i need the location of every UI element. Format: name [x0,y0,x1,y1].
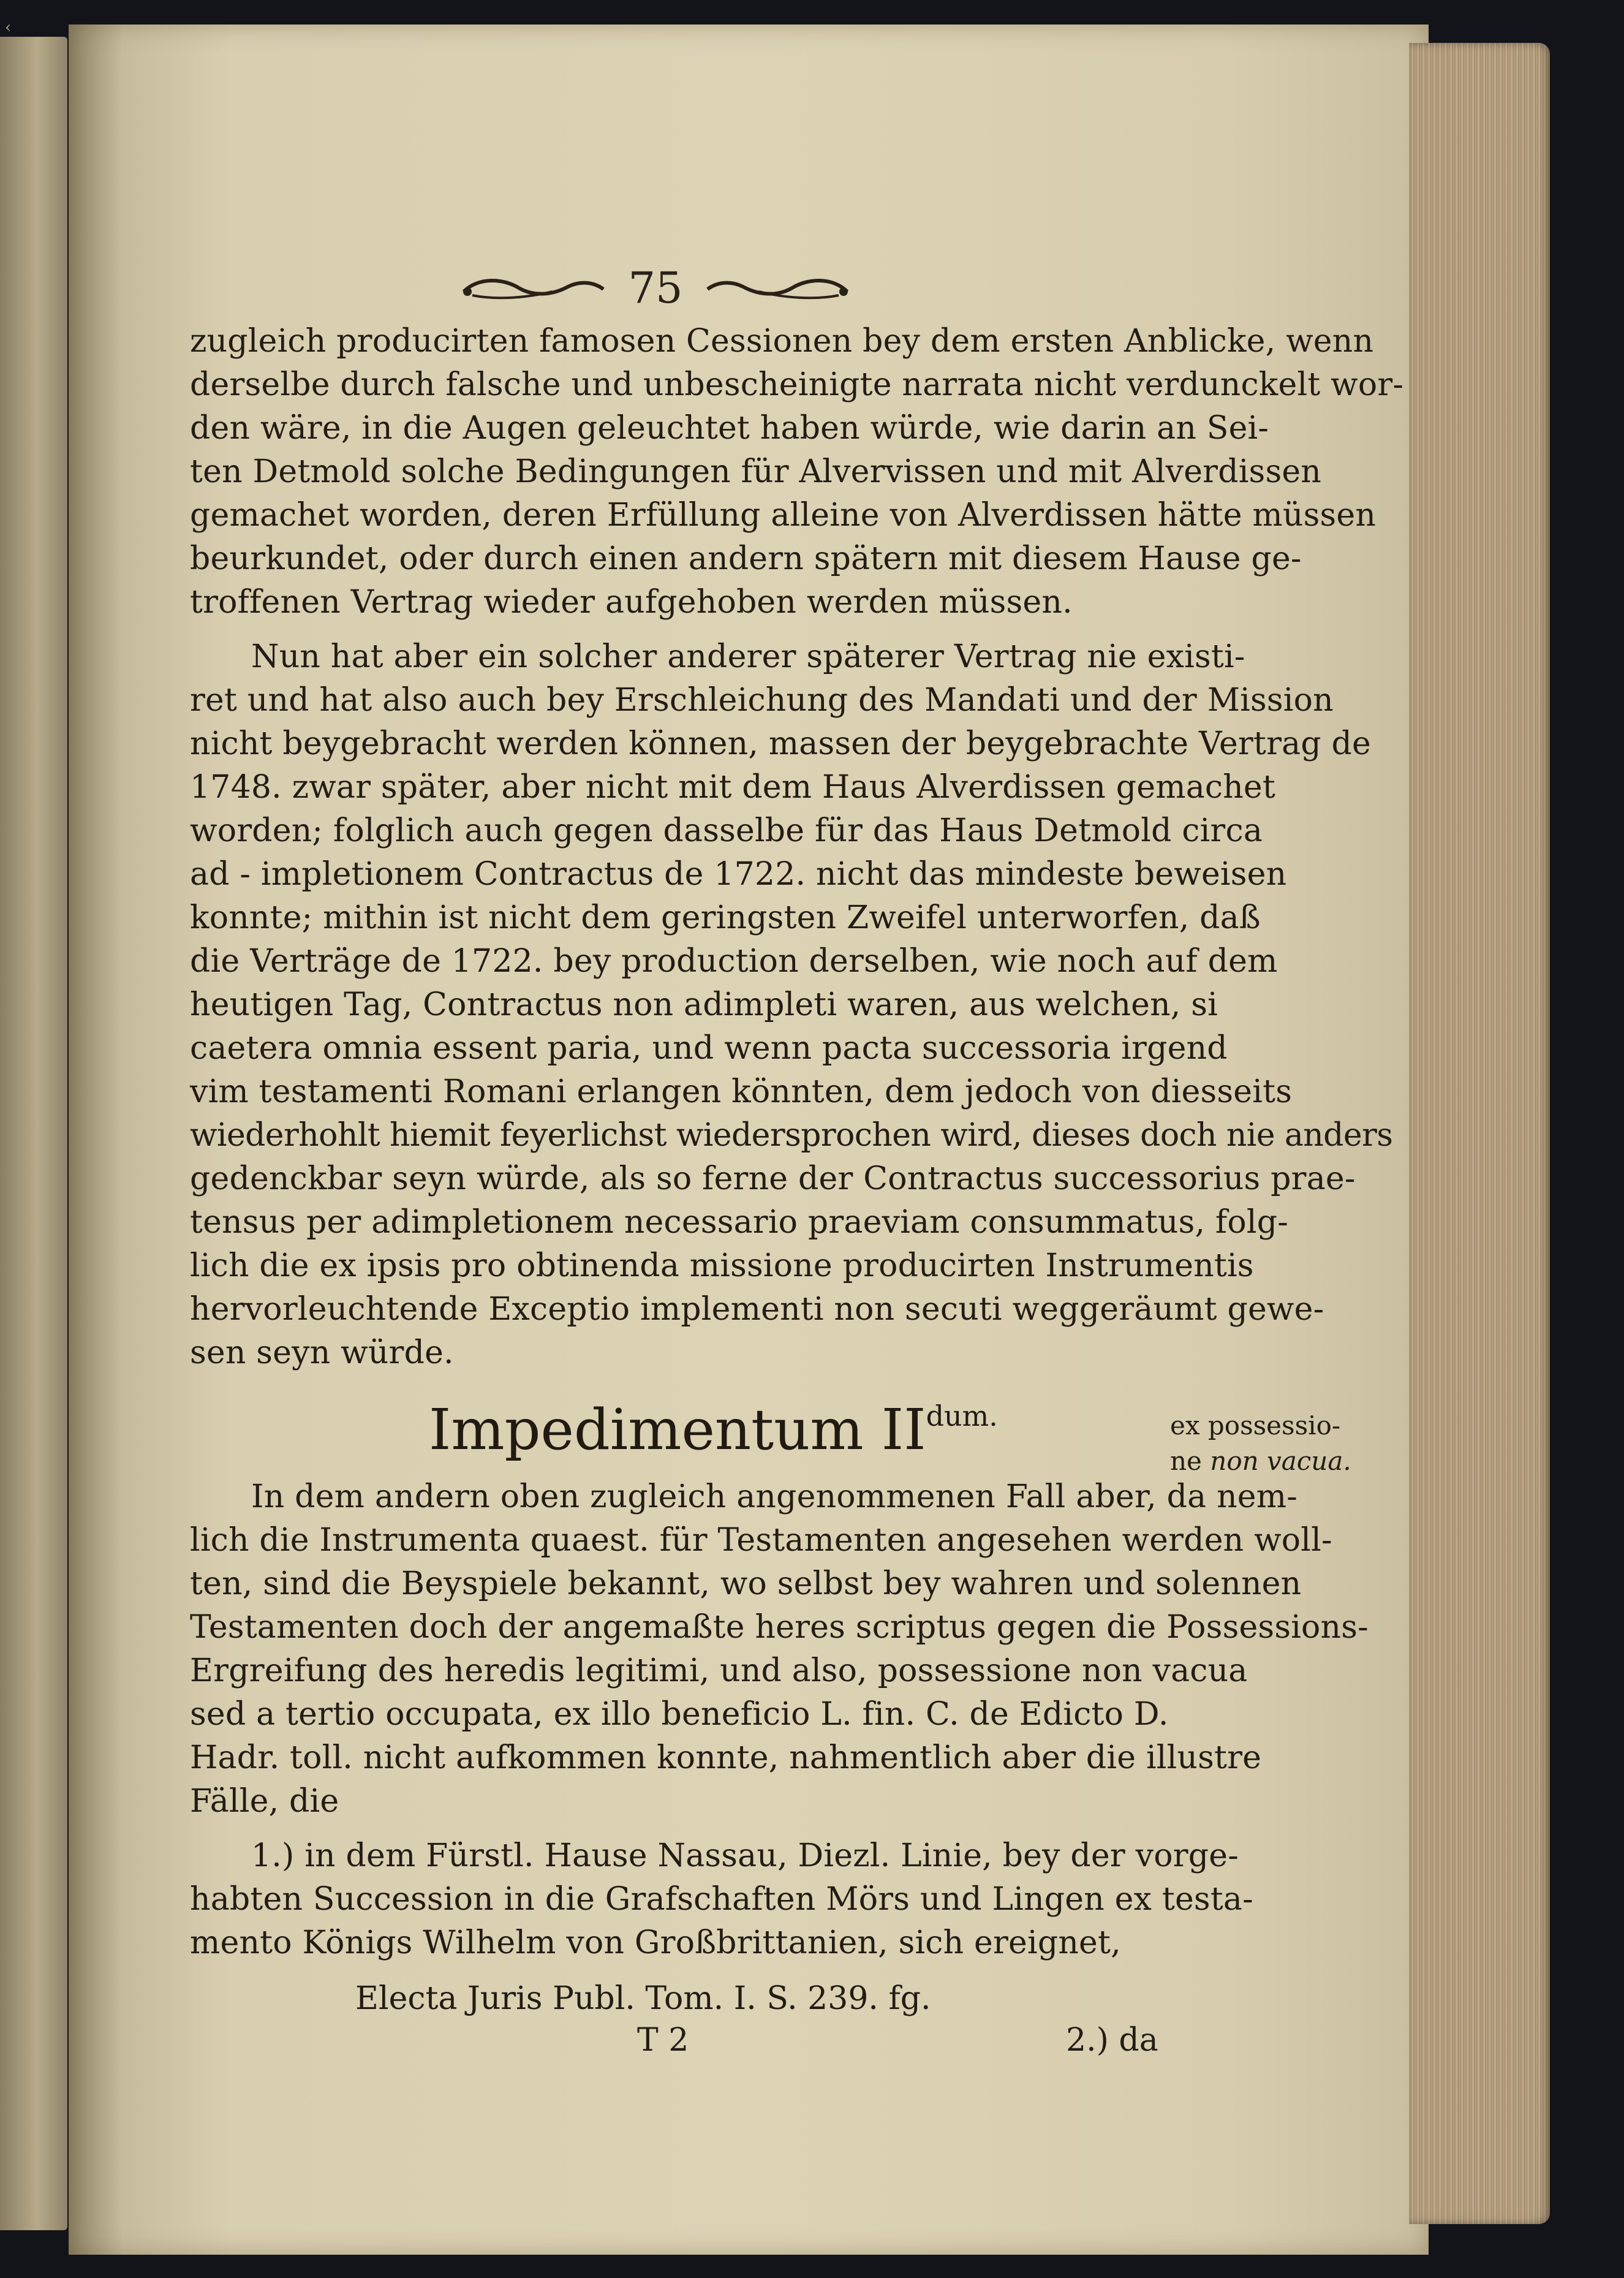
text-line: nicht beygebracht werden können, massen der beygebrachte Vertrag de [190,725,1372,762]
text-line: Hadr. toll. nicht aufkommen konnte, nahmentlich aber die illustre [190,1739,1262,1776]
text-line: vim testamenti Romani erlangen könnten, dem jedoch von diesseits [190,1073,1293,1110]
page-number: 75 [628,263,683,313]
right-ornament-icon [704,273,851,303]
text-line: gedenckbar seyn würde, als so ferne der Contractus successorius prae- [190,1160,1356,1197]
body-text-top [190,320,1404,1375]
text-line: In dem andern oben zugleich angenommenen Fall aber, da nem- [251,1478,1298,1515]
text-line: 1748. zwar später, aber nicht mit dem Haus Alverdissen gemachet [190,769,1275,806]
text-line: beurkundet, oder durch einen andern spätern mit diesem Hause ge- [190,540,1302,577]
catchword: 2.) da [1066,2022,1158,2059]
margin-note-line: ex possessio- [1170,1410,1341,1440]
left-ornament-icon [460,273,607,303]
text-line: gemachet worden, deren Erfüllung alleine von Alverdissen hätte müssen [190,497,1377,534]
section-heading [429,1397,998,1463]
text-line: sed a tertio occupata, ex illo beneficio L. fin. C. de Edicto D. [190,1696,1169,1733]
text-line: zugleich producirten famosen Cessionen bey dem ersten Anblicke, wenn [190,323,1374,360]
text-line: den wäre, in die Augen geleuchtet haben würde, wie darin an Sei- [190,410,1269,447]
text-line: lich die ex ipsis pro obtinenda missione producirten Instrumentis [190,1247,1254,1284]
text-line: ten, sind die Beyspiele bekannt, wo selbst bey wahren und solennen [190,1565,1302,1602]
text-line: derselbe durch falsche und unbescheinigte narrata nicht verdunckelt wor- [190,366,1404,403]
text-line: Ergreifung des heredis legitimi, und also, possessione non vacua [190,1652,1248,1689]
left-page-edge [0,37,67,2230]
text-line: ad - impletionem Contractus de 1722. nicht das mindeste beweisen [190,856,1287,893]
text-line: wiederhohlt hiemit feyerlichst wiedersprochen wird, dieses doch nie anders [190,1117,1393,1154]
text-line: mento Königs Wilhelm von Großbrittanien, sich ereignet, [190,1924,1121,1961]
text-line: worden; folglich auch gegen dasselbe für das Haus Detmold circa [190,812,1263,849]
text-line: ten Detmold solche Bedingungen für Alvervissen und mit Alverdissen [190,453,1321,490]
text-line: 1.) in dem Fürstl. Hause Nassau, Diezl. Linie, bey der vorge- [251,1837,1239,1874]
margin-note [1170,1408,1354,1479]
text-line: lich die Instrumenta quaest. für Testamenten angesehen werden woll- [190,1522,1332,1559]
margin-note-line: ne non vacua. [1170,1446,1351,1476]
text-line: Fälle, die [190,1783,339,1820]
body-text-bottom [190,1475,1369,1965]
text-line: troffenen Vertrag wieder aufgehoben werden müssen. [190,584,1073,621]
text-line: Testamenten doch der angemaßte heres scriptus gegen die Possessions- [190,1609,1369,1646]
text-line: heutigen Tag, Contractus non adimpleti waren, aus welchen, si [190,986,1218,1023]
page-header [441,257,870,319]
text-line: caetera omnia essent paria, und wenn pacta successoria irgend [190,1030,1228,1067]
text-line: habten Succession in die Grafschaften Mörs und Lingen ex testa- [190,1881,1253,1918]
text-line: hervorleuchtende Exceptio implementi non secuti weggeräumt gewe- [190,1291,1324,1328]
text-line: die Verträge de 1722. bey production derselben, wie noch auf dem [190,943,1278,980]
footnote-reference: Electa Juris Publ. Tom. I. S. 239. fg. [355,1980,931,2017]
text-line: sen seyn würde. [190,1334,454,1371]
corner-mark: ‹ [5,18,12,37]
text-line: konnte; mithin ist nicht dem geringsten Zweifel unterworfen, daß [190,899,1261,936]
signature-mark: T 2 [637,2022,689,2059]
page-block-edge [1409,43,1550,2224]
heading-main: Impedimentum II [429,1397,926,1463]
heading-superscript: dum. [926,1399,998,1432]
text-line: ret und hat also auch bey Erschleichung des Mandati und der Mission [190,682,1334,719]
text-line: tensus per adimpletionem necessario praeviam consummatus, folg- [190,1204,1288,1241]
text-line: Nun hat aber ein solcher anderer späterer Vertrag nie existi- [251,638,1245,675]
